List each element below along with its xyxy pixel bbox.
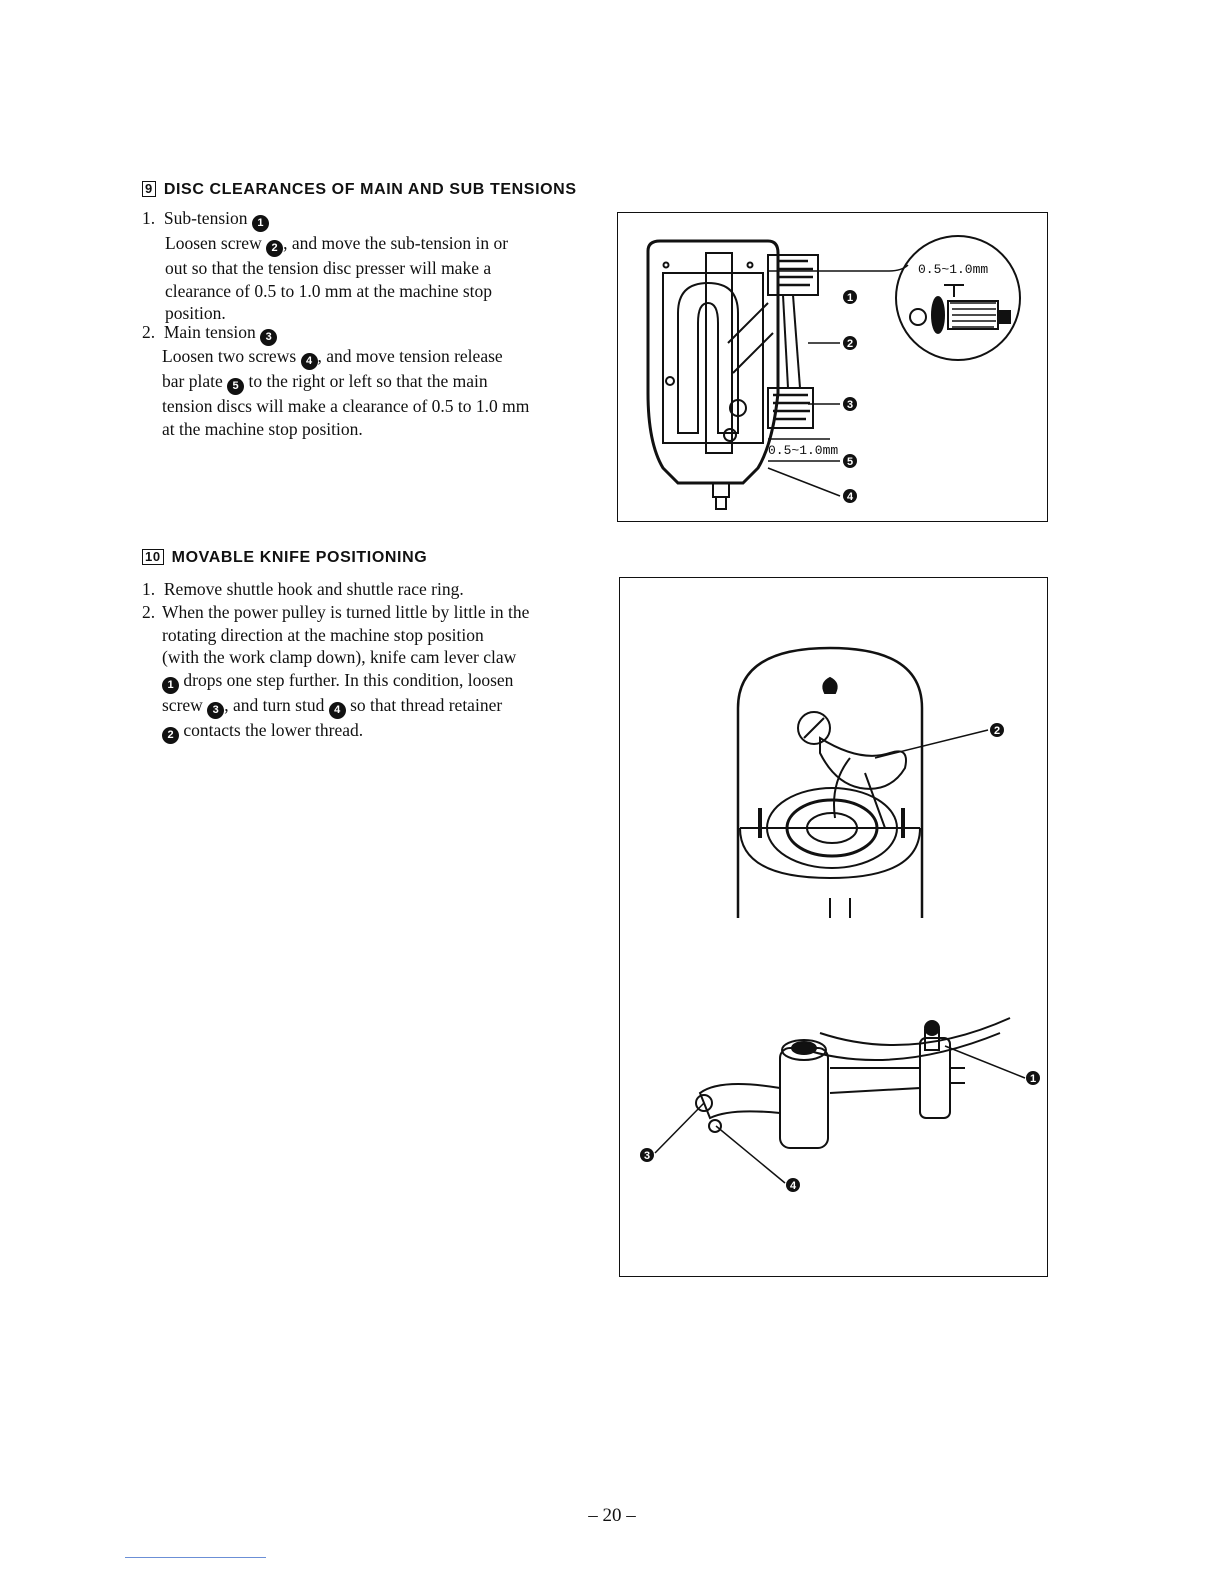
text-line (162, 624, 529, 647)
text-segment: tension discs will make a clearance of 0.5 to 1.0 mm (162, 396, 530, 416)
text-line (162, 694, 529, 719)
section9-item1-body (165, 232, 508, 325)
dimension-label-main: 0.5~1.0mm (768, 443, 839, 458)
text-segment: clearance of 0.5 to 1.0 mm at the machine stop (165, 280, 493, 301)
text-segment: When the power pulley is turned little by little in the (162, 602, 530, 622)
section10-number: 10 (142, 549, 164, 565)
callout-4: 4 (789, 1180, 797, 1192)
text-line (165, 280, 508, 303)
callout-3: 3 (643, 1150, 651, 1162)
section10-item1 (142, 578, 464, 601)
callout-4: 4 (846, 491, 854, 503)
tension-diagram (618, 213, 1049, 523)
text-segment: rotating direction at the machine stop position (162, 624, 484, 645)
callout-2: 2 (846, 338, 854, 350)
knife-diagram (620, 578, 1049, 1278)
section9-number: 9 (142, 181, 156, 197)
text-segment: out so that the tension disc presser will make a (165, 258, 492, 278)
text-line (162, 669, 529, 694)
text-segment: Loosen two screws (162, 346, 301, 366)
text-line (162, 719, 529, 744)
text-segment: , and turn stud (224, 694, 329, 715)
text-segment: , and move tension release (317, 346, 503, 366)
text-line (165, 232, 508, 257)
text-line (162, 370, 529, 395)
item-heading: Sub-tension (163, 208, 248, 228)
text-segment: Loosen screw (165, 233, 267, 253)
text-segment: (with the work clamp down), knife cam lever claw (162, 647, 517, 667)
text-line (162, 418, 529, 441)
dimension-label-sub: 0.5~1.0mm (918, 262, 989, 277)
page-number: – 20 – (588, 1505, 636, 1526)
text-segment: position. (165, 303, 226, 323)
callout-2: 2 (993, 725, 1001, 737)
item-text: Remove shuttle hook and shuttle race ring. (163, 579, 464, 599)
callout-1: 1 (1029, 1073, 1037, 1085)
item-heading: Main tension (163, 322, 256, 342)
section9-item2-body (162, 345, 529, 440)
text-segment: screw (162, 694, 208, 715)
figure-knife-positioning (619, 577, 1048, 1277)
text-line (162, 395, 529, 418)
callout-ref: 4 (301, 353, 318, 370)
list-marker: 2. (142, 602, 156, 622)
figure-tension-clearance (617, 212, 1048, 522)
callout-ref: 1 (252, 215, 269, 232)
callout-ref: 4 (329, 702, 346, 719)
text-segment: bar plate (162, 371, 228, 391)
section10-title: MOVABLE KNIFE POSITIONING (171, 549, 428, 566)
callout-ref: 5 (227, 378, 244, 395)
section9-item2-heading (142, 321, 277, 346)
section10-item2-marker (142, 601, 155, 624)
text-segment: drops one step further. In this condition, loosen (179, 669, 514, 690)
text-segment: contacts the lower thread. (179, 719, 364, 740)
section9-heading (142, 181, 577, 199)
text-line (162, 646, 529, 669)
text-segment: to the right or left so that the main (244, 371, 488, 391)
section10-item2-body (162, 601, 529, 744)
callout-ref: 2 (266, 240, 283, 257)
callout-ref: 3 (207, 702, 224, 719)
callout-ref: 1 (162, 677, 179, 694)
callout-5: 5 (846, 456, 854, 468)
list-marker: 1. (142, 579, 156, 599)
text-line (162, 345, 529, 370)
list-marker: 2. (142, 322, 156, 342)
section9-item1-heading (142, 207, 269, 232)
text-line (162, 601, 529, 624)
callout-ref: 3 (260, 329, 277, 346)
callout-1: 1 (846, 292, 854, 304)
text-segment: at the machine stop position. (162, 418, 363, 439)
text-segment: , and move the sub-tension in or (283, 233, 509, 253)
callout-3: 3 (846, 399, 854, 411)
text-segment: so that thread retainer (345, 694, 503, 715)
section10-heading (142, 549, 427, 567)
footer-rule (125, 1557, 266, 1558)
text-line (165, 257, 508, 280)
callout-ref: 2 (162, 727, 179, 744)
list-marker: 1. (142, 208, 156, 228)
section9-title: DISC CLEARANCES OF MAIN AND SUB TENSIONS (163, 181, 577, 198)
